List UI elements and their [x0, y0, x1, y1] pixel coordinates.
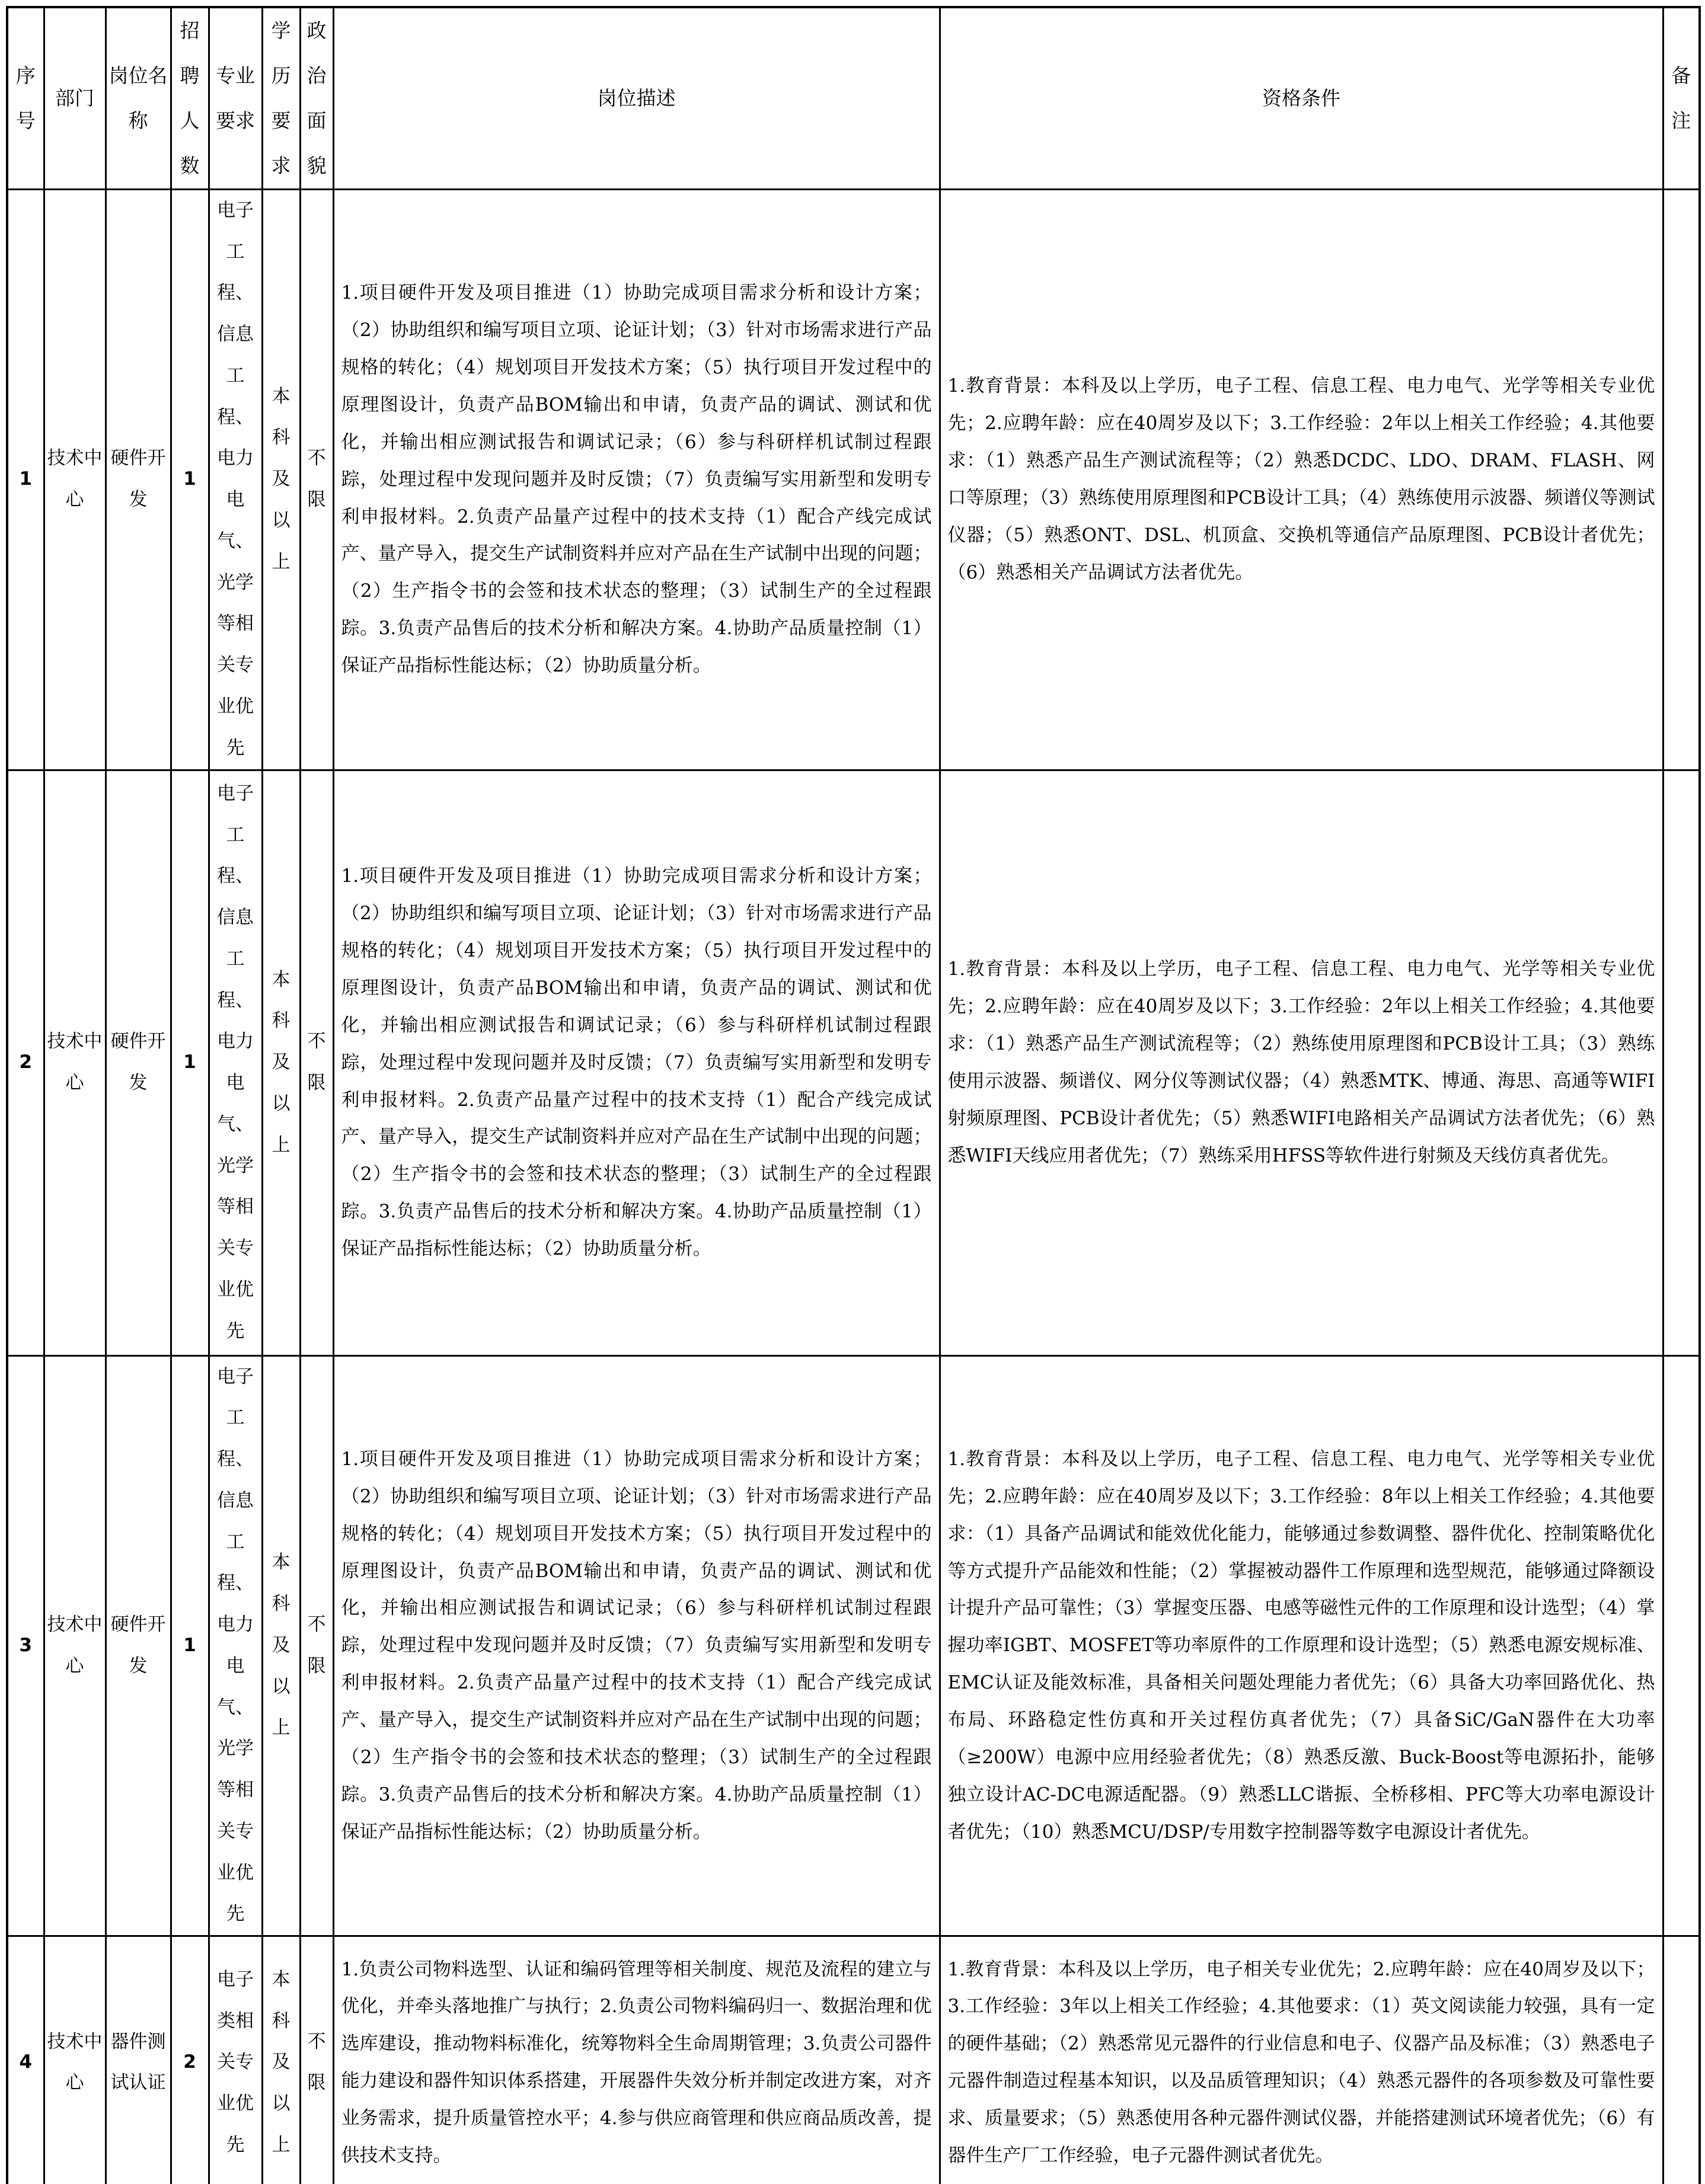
table-row-3 — [7, 1355, 1700, 1936]
department-cell: 技术中心 — [44, 770, 106, 1355]
headcount-cell: 1 — [171, 770, 209, 1355]
header-seq: 序号 — [7, 7, 44, 189]
header-qualification: 资格条件 — [940, 7, 1663, 189]
header-job-description: 岗位描述 — [333, 7, 940, 189]
header-position: 岗位名称 — [106, 7, 171, 189]
department-cell: 技术中心 — [44, 189, 106, 770]
header-department: 部门 — [44, 7, 106, 189]
position-cell: 硬件开发 — [106, 189, 171, 770]
header-political-status: 政治面貌 — [300, 7, 333, 189]
major-cell: 电子类相关专业优先 — [209, 1936, 262, 2184]
header-education: 学历要求 — [262, 7, 300, 189]
table-row-2 — [7, 770, 1700, 1355]
seq-cell: 2 — [7, 770, 44, 1355]
remark-cell — [1663, 1355, 1700, 1936]
education-cell: 本科及以上 — [262, 1355, 300, 1936]
remark-cell — [1663, 189, 1700, 770]
job-description-cell: 1.项目硬件开发及项目推进（1）协助完成项目需求分析和设计方案；（2）协助组织和编写项目立项、论证计划；（3）针对市场需求进行产品规格的转化；（4）规划项目开发技术方案；（5）执行项目开发过程中的原理图设计，负责产品BOM输出和申请，负责产品的调试、测试和优化，并输出相应测试报告和调试记录；（6）参与科研样机试制过程跟踪，处理过程中发现问题并及时反馈；（7）负责编写实用新型和发明专利申报材料。2.负责产品量产过程中的技术支持（1）配合产线完成试产、量产导入，提交生产试制资料并应对产品在生产试制中出现的问题；（2）生产指令书的会签和技术状态的整理；（3）试制生产的全过程跟踪。3.负责产品售后的技术分析和解决方案。4.协助产品质量控制（1）保证产品指标性能达标；（2）协助质量分析。 — [333, 770, 940, 1355]
political-status-cell: 不限 — [300, 770, 333, 1355]
header-remark: 备注 — [1663, 7, 1700, 189]
job-description-cell: 1.负责公司物料选型、认证和编码管理等相关制度、规范及流程的建立与优化，并牵头落地推广与执行；2.负责公司物料编码归一、数据治理和优选库建设，推动物料标准化，统筹物料全生命周期管理；3.负责公司器件能力建设和器件知识体系搭建，开展器件失效分析并制定改进方案，对齐业务需求，提升质量管控水平；4.参与供应商管理和供应商品质改善，提供技术支持。 — [333, 1936, 940, 2184]
table-header-row — [7, 7, 1700, 189]
qualification-cell: 1.教育背景：本科及以上学历，电子工程、信息工程、电力电气、光学等相关专业优先；2.应聘年龄：应在40周岁及以下；3.工作经验：8年以上相关工作经验；4.其他要求：（1）具备产品调试和能效优化能力，能够通过参数调整、器件优化、控制策略优化等方式提升产品能效和性能；（2）掌握被动器件工作原理和选型规范，能够通过降额设计提升产品可靠性；（3）掌握变压器、电感等磁性元件的工作原理和设计选型；（4）掌握功率IGBT、MOSFET等功率原件的工作原理和设计选型；（5）熟悉电源安规标准、EMC认证及能效标准，具备相关问题处理能力者优先；（6）具备大功率回路优化、热布局、环路稳定性仿真和开关过程仿真者优先；（7）具备SiC/GaN器件在大功率（≥200W）电源中应用经验者优先；（8）熟悉反激、Buck-Boost等电源拓扑，能够独立设计AC-DC电源适配器。（9）熟悉LLC谐振、全桥移相、PFC等大功率电源设计者优先；（10）熟悉MCU/DSP/专用数字控制器等数字电源设计者优先。 — [940, 1355, 1663, 1936]
job-description-cell: 1.项目硬件开发及项目推进（1）协助完成项目需求分析和设计方案；（2）协助组织和编写项目立项、论证计划；（3）针对市场需求进行产品规格的转化；（4）规划项目开发技术方案；（5）执行项目开发过程中的原理图设计，负责产品BOM输出和申请，负责产品的调试、测试和优化，并输出相应测试报告和调试记录；（6）参与科研样机试制过程跟踪，处理过程中发现问题并及时反馈；（7）负责编写实用新型和发明专利申报材料。2.负责产品量产过程中的技术支持（1）配合产线完成试产、量产导入，提交生产试制资料并应对产品在生产试制中出现的问题；（2）生产指令书的会签和技术状态的整理；（3）试制生产的全过程跟踪。3.负责产品售后的技术分析和解决方案。4.协助产品质量控制（1）保证产品指标性能达标；（2）协助质量分析。 — [333, 189, 940, 770]
political-status-cell: 不限 — [300, 1355, 333, 1936]
political-status-cell: 不限 — [300, 1936, 333, 2184]
qualification-cell: 1.教育背景：本科及以上学历，电子工程、信息工程、电力电气、光学等相关专业优先；2.应聘年龄：应在40周岁及以下；3.工作经验：2年以上相关工作经验；4.其他要求：（1）熟悉产品生产测试流程等；（2）熟悉DCDC、LDO、DRAM、FLASH、网口等原理；（3）熟练使用原理图和PCB设计工具；（4）熟练使用示波器、频谱仪等测试仪器；（5）熟悉ONT、DSL、机顶盒、交换机等通信产品原理图、PCB设计者优先；（6）熟悉相关产品调试方法者优先。 — [940, 189, 1663, 770]
headcount-cell: 2 — [171, 1936, 209, 2184]
table-row-1 — [7, 189, 1700, 770]
department-cell: 技术中心 — [44, 1355, 106, 1936]
recruitment-table — [6, 6, 1701, 2184]
position-cell: 硬件开发 — [106, 1355, 171, 1936]
table-row-4 — [7, 1936, 1700, 2184]
department-cell: 技术中心 — [44, 1936, 106, 2184]
major-cell: 电子工程、信息工程、电力电气、光学等相关专业优先 — [209, 770, 262, 1355]
education-cell: 本科及以上 — [262, 189, 300, 770]
header-headcount: 招聘人数 — [171, 7, 209, 189]
qualification-cell: 1.教育背景：本科及以上学历，电子工程、信息工程、电力电气、光学等相关专业优先；2.应聘年龄：应在40周岁及以下；3.工作经验：2年以上相关工作经验；4.其他要求：（1）熟悉产品生产测试流程等；（2）熟练使用原理图和PCB设计工具；（3）熟练使用示波器、频谱仪、网分仪等测试仪器；（4）熟悉MTK、博通、海思、高通等WIFI射频原理图、PCB设计者优先；（5）熟悉WIFI电路相关产品调试方法者优先；（6）熟悉WIFI天线应用者优先；（7）熟练采用HFSS等软件进行射频及天线仿真者优先。 — [940, 770, 1663, 1355]
major-cell: 电子工程、信息工程、电力电气、光学等相关专业优先 — [209, 189, 262, 770]
remark-cell — [1663, 1936, 1700, 2184]
position-cell: 器件测试认证 — [106, 1936, 171, 2184]
major-cell: 电子工程、信息工程、电力电气、光学等相关专业优先 — [209, 1355, 262, 1936]
seq-cell: 1 — [7, 189, 44, 770]
education-cell: 本科及以上 — [262, 1936, 300, 2184]
remark-cell — [1663, 770, 1700, 1355]
political-status-cell: 不限 — [300, 189, 333, 770]
seq-cell: 4 — [7, 1936, 44, 2184]
seq-cell: 3 — [7, 1355, 44, 1936]
header-major: 专业要求 — [209, 7, 262, 189]
headcount-cell: 1 — [171, 1355, 209, 1936]
position-cell: 硬件开发 — [106, 770, 171, 1355]
headcount-cell: 1 — [171, 189, 209, 770]
qualification-cell: 1.教育背景：本科及以上学历，电子相关专业优先；2.应聘年龄：应在40周岁及以下；3.工作经验：3年以上相关工作经验；4.其他要求：（1）英文阅读能力较强，具有一定的硬件基础；（2）熟悉常见元器件的行业信息和电子、仪器产品及标准；（3）熟悉电子元器件制造过程基本知识，以及品质管理知识；（4）熟悉元器件的各项参数及可靠性要求、质量要求；（5）熟悉使用各种元器件测试仪器，并能搭建测试环境者优先；（6）有器件生产厂工作经验，电子元器件测试者优先。 — [940, 1936, 1663, 2184]
education-cell: 本科及以上 — [262, 770, 300, 1355]
job-description-cell: 1.项目硬件开发及项目推进（1）协助完成项目需求分析和设计方案；（2）协助组织和编写项目立项、论证计划；（3）针对市场需求进行产品规格的转化；（4）规划项目开发技术方案；（5）执行项目开发过程中的原理图设计，负责产品BOM输出和申请，负责产品的调试、测试和优化，并输出相应测试报告和调试记录；（6）参与科研样机试制过程跟踪，处理过程中发现问题并及时反馈；（7）负责编写实用新型和发明专利申报材料。2.负责产品量产过程中的技术支持（1）配合产线完成试产、量产导入，提交生产试制资料并应对产品在生产试制中出现的问题；（2）生产指令书的会签和技术状态的整理；（3）试制生产的全过程跟踪。3.负责产品售后的技术分析和解决方案。4.协助产品质量控制（1）保证产品指标性能达标；（2）协助质量分析。 — [333, 1355, 940, 1936]
